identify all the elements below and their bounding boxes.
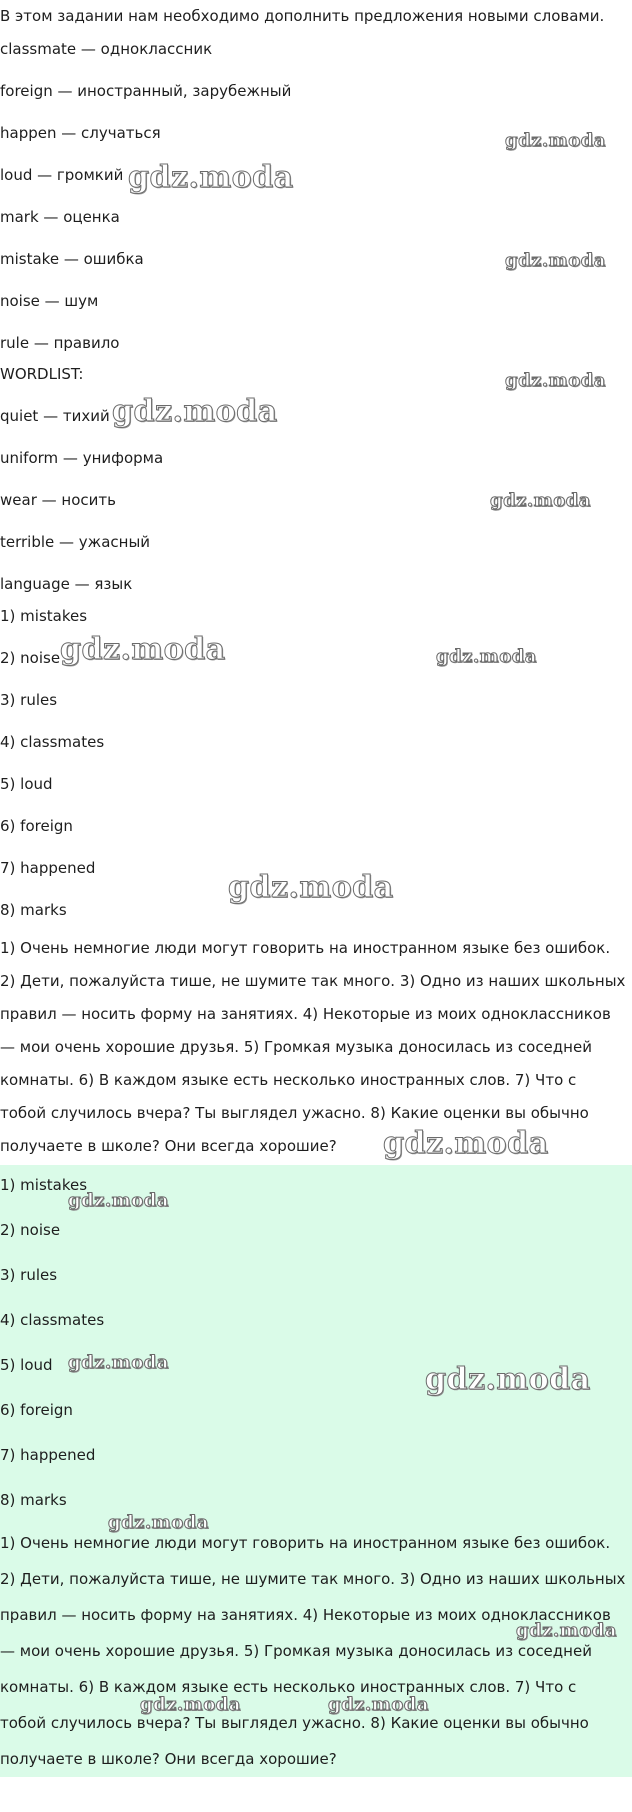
watermark-logo: gdz.moda: [436, 646, 537, 667]
answer-item: 6) foreign: [0, 817, 73, 835]
vocab-item: rule — правило: [0, 334, 120, 352]
answer-box-item: 4) classmates: [0, 1311, 105, 1329]
watermark-logo: gdz.moda: [505, 130, 606, 151]
watermark-logo: gdz.moda: [328, 1694, 429, 1715]
wordlist-item: terrible — ужасный: [0, 533, 151, 551]
watermark-logo: gdz.moda: [425, 1362, 591, 1397]
answer-item: 3) rules: [0, 691, 58, 709]
vocab-item: classmate — одноклассник: [0, 40, 213, 58]
watermark-logo: gdz.moda: [516, 1620, 617, 1641]
wordlist-item: quiet — тихий: [0, 407, 110, 425]
watermark-logo: gdz.moda: [112, 394, 278, 429]
watermark-logo: gdz.moda: [505, 370, 606, 391]
watermark-logo: gdz.moda: [108, 1512, 209, 1533]
vocab-item: loud — громкий: [0, 166, 124, 184]
answer-box-item: 1) mistakes: [0, 1176, 88, 1194]
vocab-item: mistake — ошибка: [0, 250, 144, 268]
answer-box-item: 2) noise: [0, 1221, 61, 1239]
watermark-logo: gdz.moda: [228, 870, 394, 905]
answer-item: 5) loud: [0, 775, 53, 793]
watermark-logo: gdz.moda: [68, 1190, 169, 1211]
answer-item: 7) happened: [0, 859, 96, 877]
translation-box-text: 1) Очень немногие люди могут говорить на иностранном языке без ошибок. 2) Дети, пожалуйста тише, не шумите так много. 3) Одно из наших школьных правил — носить форму на занятиях. 4) Некоторые из моих одноклассников — мои очень хорошие друзья. 5) Громкая музыка доносилась из соседней комнаты. 6) В каждом языке есть несколько иностранных слов. 7) Что с тобой случилось вчера? Ты выглядел ужасно. 8) Какие оценки вы обычно получаете в школе? Они всегда хорошие?: [0, 1534, 626, 1768]
vocab-item: noise — шум: [0, 292, 99, 310]
answer-item: 2) noise: [0, 649, 61, 667]
watermark-logo: gdz.moda: [505, 250, 606, 271]
vocab-item: mark — оценка: [0, 208, 120, 226]
vocab-item: happen — случаться: [0, 124, 161, 142]
answer-box-item: 3) rules: [0, 1266, 58, 1284]
watermark-logo: gdz.moda: [68, 1352, 169, 1373]
watermark-logo: gdz.moda: [490, 490, 591, 511]
watermark-logo: gdz.moda: [383, 1126, 549, 1161]
answer-item: 8) marks: [0, 901, 67, 919]
answer-box-item: 7) happened: [0, 1446, 96, 1464]
vocab-item: foreign — иностранный, зарубежный: [0, 82, 292, 100]
answer-box-item: 6) foreign: [0, 1401, 73, 1419]
answer-box-item: 5) loud: [0, 1356, 53, 1374]
watermark-logo: gdz.moda: [128, 160, 294, 195]
intro-text: В этом задании нам необходимо дополнить предложения новыми словами.: [0, 7, 605, 25]
wordlist-item: wear — носить: [0, 491, 116, 509]
answer-item: 1) mistakes: [0, 607, 88, 625]
translation-text: 1) Очень немногие люди могут говорить на иностранном языке без ошибок. 2) Дети, пожалуйста тише, не шумите так много. 3) Одно из наших школьных правил — носить форму на занятиях. 4) Некоторые из моих одноклассников — мои очень хорошие друзья. 5) Громкая музыка доносилась из соседней комнаты. 6) В каждом языке есть несколько иностранных слов. 7) Что с тобой случилось вчера? Ты выглядел ужасно. 8) Какие оценки вы обычно получаете в школе? Они всегда хорошие?: [0, 939, 626, 1155]
watermark-logo: gdz.moda: [140, 1694, 241, 1715]
wordlist-item: uniform — униформа: [0, 449, 164, 467]
watermark-logo: gdz.moda: [60, 632, 226, 667]
wordlist-heading: WORDLIST:: [0, 365, 84, 383]
answer-box-item: 8) marks: [0, 1491, 67, 1509]
answer-item: 4) classmates: [0, 733, 105, 751]
wordlist-item: language — язык: [0, 575, 133, 593]
